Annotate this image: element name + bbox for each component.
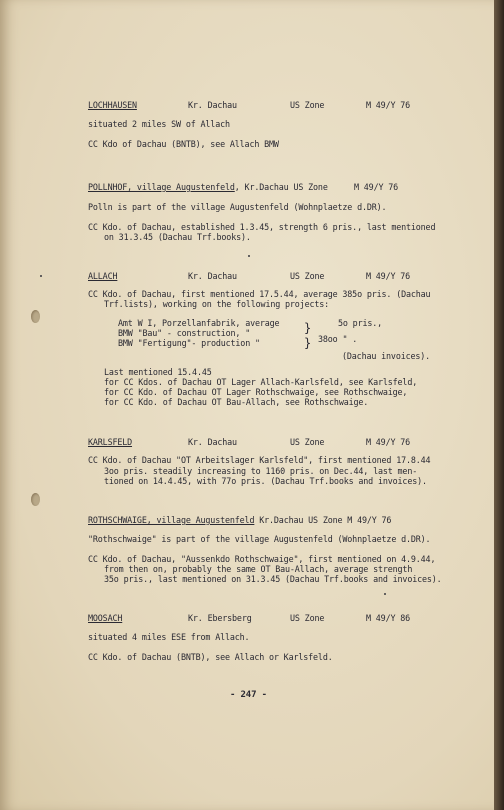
punch-hole-top	[31, 310, 40, 323]
entry-title-pollnhof	[88, 182, 328, 192]
entry-title-rest: Kr.Dachau US Zone M 49/Y 76	[254, 515, 392, 525]
entry-title-moosach: MOOSACH	[88, 613, 123, 623]
punch-hole-bottom	[31, 493, 40, 506]
entry-text-line: for CC Kdo. of Dachau OT Bau-Allach, see Rothschwaige.	[104, 397, 369, 407]
entry-text-line: for CC Kdo. of Dachau OT Lager Rothschwaige, see Rothschwaige,	[104, 387, 408, 397]
entry-title-rothschwaige	[88, 515, 391, 525]
paper-speck	[248, 255, 250, 257]
entry-text-line: tioned on 14.4.45, with 77o pris. (Dachau Trf.books and invoices).	[104, 476, 427, 486]
entry-text-line: situated 2 miles SW of Allach	[88, 119, 230, 129]
project-brace: }	[304, 336, 312, 350]
entry-title-underlined: ROTHSCHWAIGE, village Augustenfeld	[88, 515, 255, 525]
entry-text-line: Last mentioned 15.4.45	[104, 367, 212, 377]
entry-title-karlsfeld: KARLSFELD	[88, 437, 133, 447]
entry-text-line: Trf.lists), working on the following projects:	[104, 299, 330, 309]
entry-title-rest: , Kr.Dachau US Zone	[234, 182, 328, 192]
entry-zone: US Zone	[290, 613, 325, 623]
entry-text-line: CC Kdo. of Dachau, "Aussenkdo Rothschwaige", first mentioned on 4.9.44,	[88, 554, 436, 564]
entry-title-lochhausen: LOCHHAUSEN	[88, 100, 137, 110]
project-line: BMW "Bau" - construction, "	[118, 328, 251, 338]
paper-speck	[384, 593, 386, 595]
entry-text-line: from then on, probably the same OT Bau-Allach, average strength	[104, 564, 413, 574]
entry-map-ref: M 49/Y 76	[366, 271, 411, 281]
project-line: BMW "Fertigung"- production "	[118, 338, 260, 348]
entry-map-ref: M 49/Y 76	[366, 437, 411, 447]
entry-text-line: for CC Kdos. of Dachau OT Lager Allach-Karlsfeld, see Karlsfeld,	[104, 377, 418, 387]
project-brace: }	[304, 321, 312, 335]
project-line: Amt W I, Porzellanfabrik, average	[118, 318, 280, 328]
entry-district: Kr. Dachau	[188, 271, 237, 281]
entry-text-line: CC Kdo. of Dachau "OT Arbeitslager Karlsfeld", first mentioned 17.8.44	[88, 455, 431, 465]
entry-zone: US Zone	[290, 100, 325, 110]
entry-text-line: Polln is part of the village Augustenfeld (Wohnplaetze d.DR).	[88, 202, 387, 212]
entry-text-line: 35o pris., last mentioned on 31.3.45 (Dachau Trf.books and invoices).	[104, 574, 442, 584]
entry-text-line: CC Kdo. of Dachau, first mentioned 17.5.44, average 385o pris. (Dachau	[88, 289, 431, 299]
entry-text-line: "Rothschwaige" is part of the village Augustenfeld (Wohnplaetze d.DR).	[88, 534, 431, 544]
project-count: 38oo " .	[318, 334, 358, 344]
entry-text-line: CC Kdo of Dachau (BNTB), see Allach BMW	[88, 139, 279, 149]
entry-text-line: 3oo pris. steadily increasing to 1160 pris. on Dec.44, last men-	[104, 466, 418, 476]
project-source: (Dachau invoices).	[342, 351, 431, 361]
entry-title-underlined: POLLNHOF, village Augustenfeld	[88, 182, 235, 192]
entry-text-line: CC Kdo. of Dachau (BNTB), see Allach or Karlsfeld.	[88, 652, 333, 662]
entry-zone: US Zone	[290, 437, 325, 447]
entry-title-allach: ALLACH	[88, 271, 118, 281]
paper-speck	[40, 275, 42, 277]
entry-district: Kr. Dachau	[188, 437, 237, 447]
entry-text-line: situated 4 miles ESE from Allach.	[88, 632, 250, 642]
entry-map-ref: M 49/Y 86	[366, 613, 411, 623]
entry-text-line: CC Kdo. of Dachau, established 1.3.45, strength 6 pris., last mentioned	[88, 222, 436, 232]
page-edge	[494, 0, 504, 810]
entry-map-ref: M 49/Y 76	[366, 100, 411, 110]
page-number: - 247 -	[230, 690, 267, 700]
entry-map-ref: M 49/Y 76	[354, 182, 399, 192]
entry-district: Kr. Ebersberg	[188, 613, 252, 623]
entry-district: Kr. Dachau	[188, 100, 237, 110]
entry-text-line: on 31.3.45 (Dachau Trf.books).	[104, 232, 251, 242]
project-count: 5o pris.,	[338, 318, 383, 328]
entry-zone: US Zone	[290, 271, 325, 281]
